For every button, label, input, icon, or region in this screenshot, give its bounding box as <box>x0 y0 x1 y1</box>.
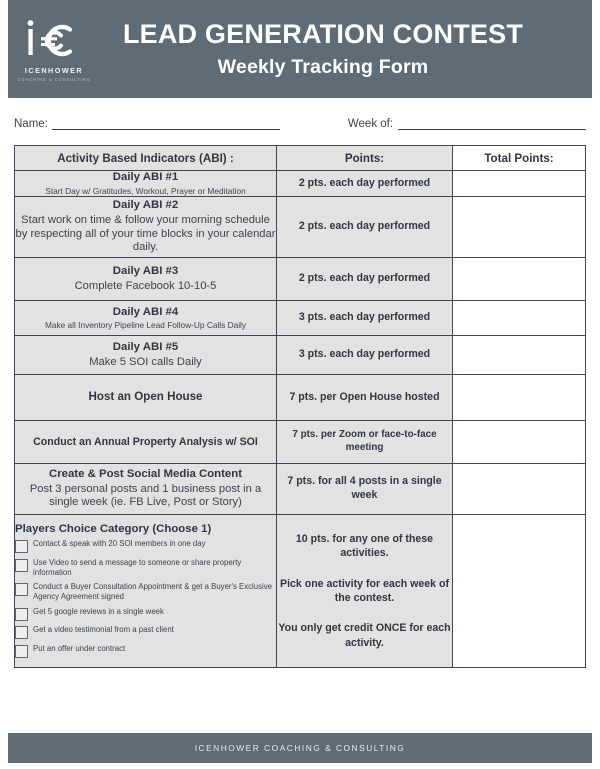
list-item[interactable] <box>15 539 276 553</box>
activity-cell <box>15 301 277 336</box>
table-row-players-choice <box>15 515 586 668</box>
header-points: Points: <box>277 146 453 171</box>
players-choice-title: Players Choice Category (Choose 1) <box>15 523 212 536</box>
points-cell: 2 pts. each day performed <box>277 197 453 258</box>
points-cell: 2 pts. each day performed <box>277 258 453 301</box>
table-body <box>15 171 586 668</box>
page-footer <box>8 733 592 763</box>
checkbox-icon[interactable] <box>15 645 28 658</box>
table-row <box>15 421 586 464</box>
activity-title: Daily ABI #2 <box>112 199 179 212</box>
list-item-label: Contact & speak with 20 SOI members in one day <box>33 539 206 549</box>
activity-title: Conduct an Annual Property Analysis w/ SOI <box>33 435 258 448</box>
activity-cell <box>15 336 277 375</box>
checkbox-icon[interactable] <box>15 608 28 621</box>
total-points-input[interactable] <box>453 301 586 336</box>
activity-description: Complete Facebook 10-10-5 <box>74 279 217 292</box>
name-label: Name: <box>14 118 48 130</box>
list-item-label: Put an offer under contract <box>33 643 126 653</box>
points-cell: 3 pts. each day performed <box>277 336 453 375</box>
checkbox-icon[interactable] <box>15 559 28 572</box>
activity-description: Start Day w/ Gratitudes, Workout, Prayer or Meditation <box>45 185 246 196</box>
activity-title: Daily ABI #1 <box>112 171 179 183</box>
header-total-points: Total Points: <box>453 146 586 171</box>
checkbox-icon[interactable] <box>15 583 28 596</box>
page-title: LEAD GENERATION CONTEST <box>122 19 524 50</box>
activity-title: Host an Open House <box>88 390 203 404</box>
activity-description: Start work on time & follow your morning schedule by respecting all of your time blocks in your calendar daily. <box>15 213 276 254</box>
table-row <box>15 171 586 197</box>
points-cell: 7 pts. for all 4 posts in a single week <box>277 464 453 515</box>
total-points-input[interactable] <box>453 421 586 464</box>
logo-tagline: COACHING & CONSULTING <box>17 77 91 82</box>
activity-cell <box>15 464 277 515</box>
logo-wordmark: ICENHOWER <box>24 66 84 75</box>
checkbox-icon[interactable] <box>15 540 28 553</box>
week-of-input[interactable] <box>398 118 586 130</box>
points-cell: 3 pts. each day performed <box>277 301 453 336</box>
table-row <box>15 464 586 515</box>
points-cell: 7 pts. per Zoom or face-to-face meeting <box>277 421 453 464</box>
list-item[interactable] <box>15 625 276 639</box>
list-item[interactable] <box>15 644 276 658</box>
activity-title: Daily ABI #5 <box>112 340 179 353</box>
activity-title: Daily ABI #3 <box>112 264 179 277</box>
activity-description: Make 5 SOI calls Daily <box>89 355 202 368</box>
points-line: Pick one activity for each week of the contest. <box>280 577 449 605</box>
activity-cell <box>15 197 277 258</box>
form-meta-row <box>14 118 586 130</box>
list-item[interactable] <box>15 607 276 621</box>
table-header-row <box>15 146 586 171</box>
list-item-label: Get 5 google reviews in a single week <box>33 606 164 616</box>
activity-description: Post 3 personal posts and 1 business post in a single week (ie. FB Live, Post or Story) <box>29 482 262 509</box>
footer-text: ICENHOWER COACHING & CONSULTING <box>194 743 406 753</box>
name-input[interactable] <box>52 118 280 130</box>
activity-title: Create & Post Social Media Content <box>48 467 243 480</box>
page-header <box>8 0 592 98</box>
total-points-input[interactable] <box>453 375 586 421</box>
icenhower-logo-icon <box>23 16 85 62</box>
list-item-label: Use Video to send a message to someone or share property information <box>33 557 242 577</box>
activity-description: Make all Inventory Pipeline Lead Follow-Up Calls Daily <box>44 320 247 331</box>
table-row <box>15 258 586 301</box>
checkbox-icon[interactable] <box>15 626 28 639</box>
list-item[interactable] <box>15 558 276 578</box>
table-row <box>15 301 586 336</box>
total-points-input[interactable] <box>453 258 586 301</box>
total-points-input[interactable] <box>453 515 586 668</box>
points-cell: 7 pts. per Open House hosted <box>277 375 453 421</box>
page-subtitle: Weekly Tracking Form <box>217 56 429 79</box>
points-line: You only get credit ONCE for each activity. <box>278 622 451 649</box>
header-activity: Activity Based Indicators (ABI) : <box>15 146 277 171</box>
activity-cell <box>15 258 277 301</box>
list-item-label: Get a video testimonial from a past client <box>33 625 174 635</box>
table-row <box>15 375 586 421</box>
total-points-input[interactable] <box>453 336 586 375</box>
players-choice-cell <box>15 515 277 668</box>
table-row <box>15 197 586 258</box>
total-points-input[interactable] <box>453 171 586 197</box>
table-row <box>15 336 586 375</box>
list-item[interactable] <box>15 582 276 602</box>
header-title-group <box>94 20 592 78</box>
tracking-table <box>14 145 586 668</box>
activity-cell <box>15 375 277 421</box>
activity-cell <box>15 421 277 464</box>
activity-title: Daily ABI #4 <box>112 305 179 318</box>
activity-cell <box>15 171 277 197</box>
week-of-label: Week of: <box>347 118 394 130</box>
brand-logo <box>8 0 94 98</box>
points-cell: 2 pts. each day performed <box>277 171 453 197</box>
total-points-input[interactable] <box>453 197 586 258</box>
points-line: 10 pts. for any one of these activities. <box>295 533 434 560</box>
list-item-label: Conduct a Buyer Consultation Appointment & get a Buyer's Exclusive Agency Agreement signed <box>33 582 272 602</box>
players-choice-points-cell <box>277 515 453 668</box>
total-points-input[interactable] <box>453 464 586 515</box>
